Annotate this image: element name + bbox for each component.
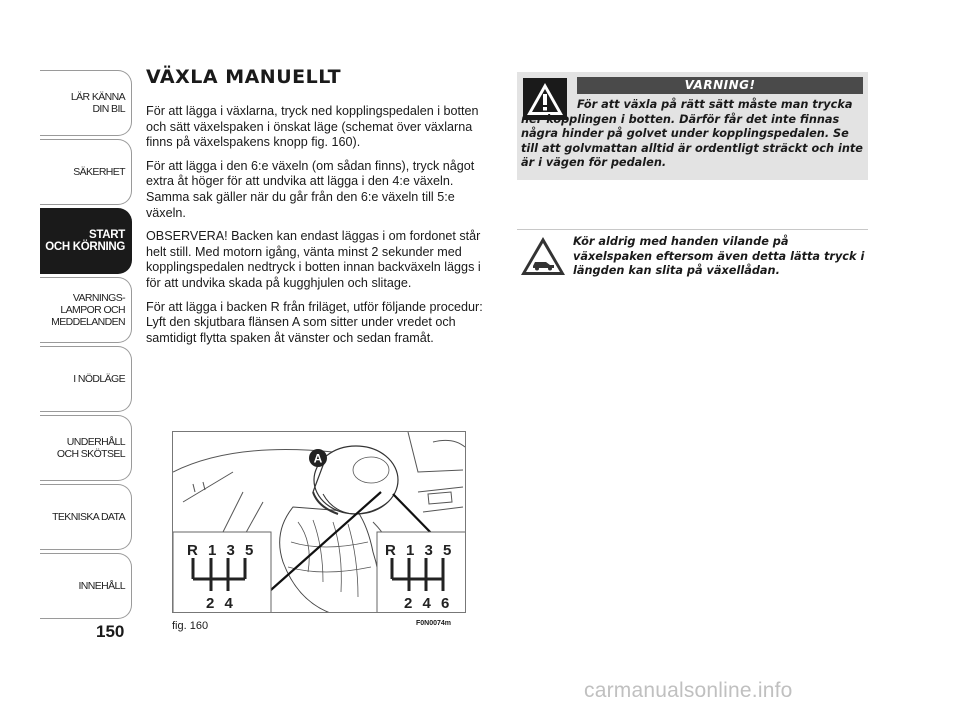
shift-pattern-left-top: R 1 3 5	[187, 542, 257, 559]
shift-pattern-left-bottom: 2 4	[206, 595, 236, 612]
watermark: carmanualsonline.info	[584, 679, 793, 702]
tab-label: SÄKERHET	[73, 166, 125, 178]
tab-underhall[interactable]	[40, 415, 132, 481]
tab-label: TEKNISKA DATA	[52, 511, 125, 523]
tab-label: LÄR KÄNNA DIN BIL	[70, 91, 125, 115]
warning-text: För att växla på rätt sätt måste man trycka ner kopplingen i botten. Därför får det inte finnas några hinder på golvet under kopplingspedalen. Se till att golvmattan alltid är ordentligt sträckt och inte är i vägen för pedalen.	[521, 98, 863, 169]
figure-code: F0N0074m	[416, 620, 452, 627]
tab-label: UNDERHÅLL OCH SKÖTSEL	[56, 436, 125, 460]
gearshift-figure	[172, 431, 466, 613]
tab-tekniska-data[interactable]	[40, 484, 132, 550]
tab-varningslampor[interactable]	[40, 277, 132, 343]
tab-innehall[interactable]	[40, 553, 132, 619]
divider	[517, 229, 868, 230]
tab-sakerhet[interactable]	[40, 139, 132, 205]
tab-label: I NÖDLÄGE	[73, 373, 125, 385]
flange-label-a: A	[313, 451, 323, 466]
note-text: Kör aldrig med handen vilande på växelspaken eftersom även detta lätta tryck i längden kan slita på växellådan.	[573, 235, 865, 277]
tab-label: VARNINGS- LAMPOR OCH MEDDELANDEN	[51, 292, 125, 328]
body-text	[146, 104, 496, 354]
tab-i-nodlage[interactable]	[40, 346, 132, 412]
paragraph: För att lägga i växlarna, tryck ned kopplingspedalen i botten och sätt växelspaken i önskat läge (schemat över växlarna finns på växelspakens knopp fig. 160).	[146, 104, 479, 150]
car-triangle-icon	[519, 235, 567, 277]
tab-label: START OCH KÖRNING	[45, 229, 125, 253]
shift-pattern-right-top: R 1 3 5	[385, 542, 455, 559]
paragraph: För att lägga i backen R från friläget, utför följande procedur: Lyft den skjutbara flänsen A som sitter under vredet och samtidigt flytta spaken åt vänster och sedan framåt.	[146, 299, 483, 345]
paragraph: OBSERVERA! Backen kan endast läggas i om fordonet står helt still. Med motorn igång, vänta minst 2 sekunder med kopplingspedalen nedtryck i botten innan backväxeln läggs i för att undvika skada på kugghjulen och slitage.	[146, 229, 481, 290]
paragraph: För att lägga i den 6:e växeln (om sådan finns), tryck något extra åt höger för att undvika att lägga i den 4:e växeln. Samma sak gäller när du går från den 6:e växeln till 5:e växeln.	[146, 158, 475, 220]
page-title: VÄXLA MANUELLT	[146, 66, 342, 88]
figure-caption: fig. 160	[172, 620, 209, 632]
tab-start-och-korning[interactable]	[40, 208, 132, 274]
page-number: 150	[96, 622, 125, 641]
warning-heading: VARNING!	[577, 77, 863, 94]
tab-lar-kanna-din-bil[interactable]	[40, 70, 132, 136]
tab-label: INNEHÅLL	[78, 580, 125, 592]
shift-pattern-right-bottom: 2 4 6	[404, 595, 453, 612]
warning-box	[517, 72, 868, 180]
